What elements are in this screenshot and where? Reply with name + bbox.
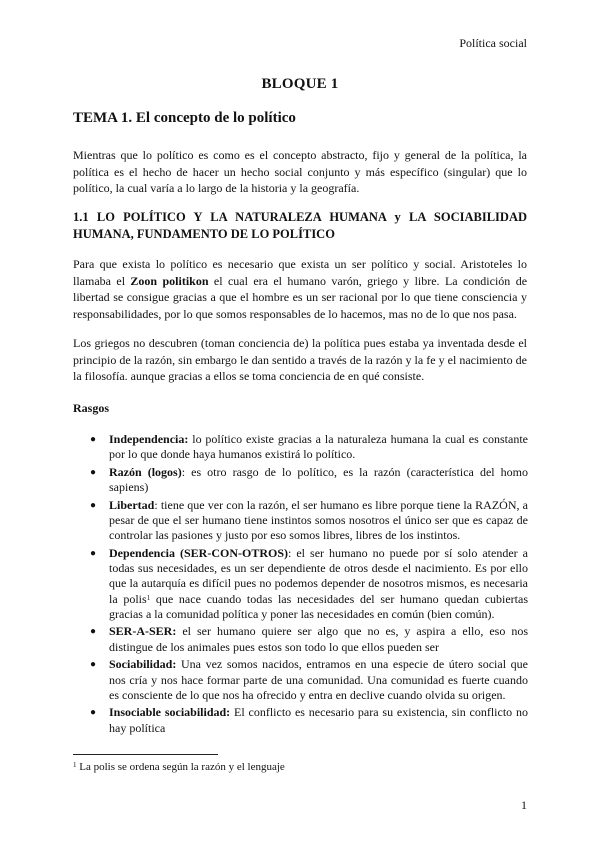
footnote-marker: 1 [73,761,77,769]
block-title: BLOQUE 1 [261,76,339,92]
topic-title: TEMA 1. El concepto de lo político [73,110,296,126]
trait-text: El conflicto es necesario para su existencia, sin conflicto no hay política [109,705,528,735]
bullet-icon: ● [90,626,97,638]
footnote-text: La polis se ordena según la razón y el lenguaje [76,761,285,773]
bullet-icon: ● [90,707,97,719]
list-item [90,465,528,495]
bullet-icon: ● [90,434,97,445]
list-item [90,432,528,462]
list-item [90,624,528,654]
list-item [90,546,528,622]
trait-term: Dependencia (SER-CON-OTROS) [109,545,289,560]
trait-text: lo político existe gracias a la naturaleza humana la cual es constante por lo que donde haya humanos existirá lo político. [109,432,528,462]
paragraph-text: Para que exista lo político es necesario que exista un ser político y social. Aristoteles lo llamaba el [73,257,527,288]
trait-term: SER-A-SER: [109,624,177,639]
bullet-icon: ● [90,499,97,511]
paragraph-text: el cual era el humano varón, griego y libre. La condición de libertad se consigue gracias a que el hombre es un ser racional por lo que tiene consciencia y responsabilidades, por lo que somos responsables de lo hacemos, mas no de lo que nos pasa. [73,273,528,321]
trait-text: que nace cuando todas las necesidades del ser humano quedan cubiertas gracias a la comunidad política y poner las necesidades en común (bien común). [109,591,529,621]
trait-term: Insociable sociabilidad: [109,705,231,720]
traits-list [90,432,528,738]
trait-text: : el ser humano no puede por sí solo atender a todas sus necesidades, es un ser dependiente de otros desde el nacimiento. Es por ello que la autarquía es difícil pues no podemos depender de nosotros mismos, es necesaria la polis [109,545,528,606]
bullet-icon: ● [90,659,97,671]
paragraph-zoon-politikon [73,256,527,322]
running-header: Política social [459,36,527,50]
footnote [73,761,285,773]
trait-term: Libertad [109,497,155,512]
trait-text: el ser humano quiere ser algo que no es, y aspira a ello, eso nos distingue de los animales pues estos son todo lo que ellos pueden ser [109,624,528,654]
list-item [90,498,528,544]
trait-text: : tiene que ver con la razón, el ser humano es libre porque tiene la RAZÓN, a pesar de que el ser humano tiene instintos somos nosotros el único ser que es capaz de controlar las pasiones y justo por eso somos libres, libres de los instintos. [109,497,528,543]
trait-text: Una vez somos nacidos, entramos en una especie de útero social que nos cría y nos hace formar parte de una comunidad. Una comunidad es fuerte cuando es consciente de lo que nos ha ofrecido y entra en declive cuando olvida su origen. [109,657,528,702]
trait-text: : es otro rasgo de lo político, es la razón (característica del homo sapiens) [109,464,528,495]
footnote-divider [73,754,218,755]
section-title: 1.1 LO POLÍTICO Y LA NATURALEZA HUMANA y LA SOCIABILIDAD HUMANA, FUNDAMENTO DE LO POLÍTICO [73,210,527,241]
list-item [90,657,528,703]
zoon-politikon-term: Zoon politikon [130,273,209,288]
list-item [90,705,528,735]
bullet-icon: ● [90,466,97,478]
footnote-reference[interactable]: 1 [146,593,151,602]
traits-heading: Rasgos [73,401,110,415]
trait-term: Razón (logos) [109,464,182,479]
intro-paragraph: Mientras que lo político es como es el concepto abstracto, fijo y general de la política, la política es el hecho de hacer un hecho social conjunto y más específico (singular) que lo político, la cual varía a lo largo de la historia y la geografía. [73,148,527,195]
paragraph-greeks: Los griegos no descubren (toman conciencia de) la política pues estaba ya inventada desde el principio de la razón, sin embargo le dan sentido a través de la razón y la fe y el nacimiento de la filosofía. aunque gracias a ellos se toma conciencia de en qué consiste. [73,336,527,383]
trait-term: Independencia: [109,432,189,446]
page-number: 1 [521,798,527,812]
bullet-icon: ● [90,547,97,559]
trait-term: Sociabilidad: [109,657,177,672]
